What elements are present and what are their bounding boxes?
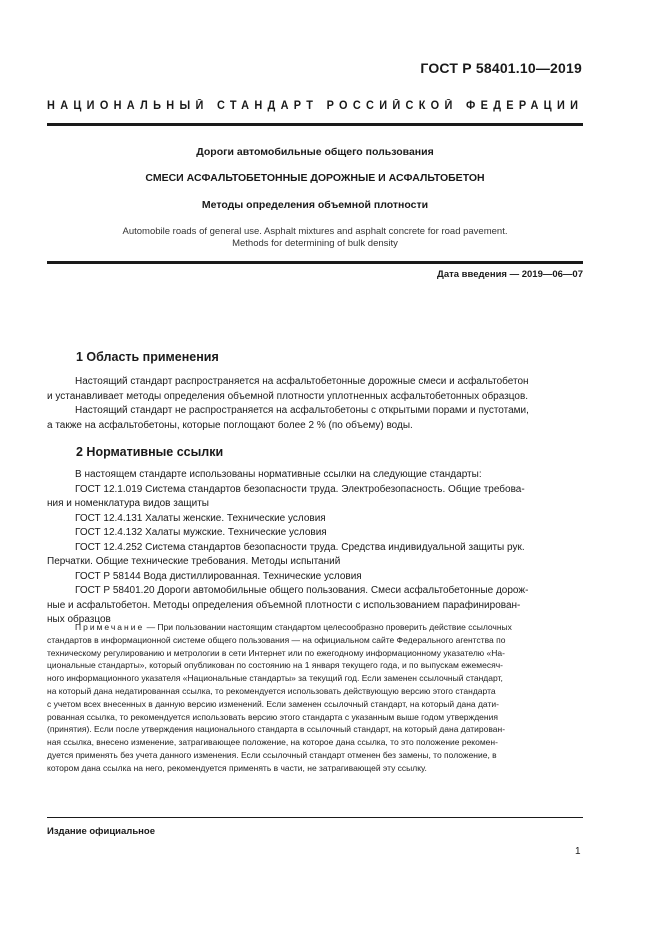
note-label: Примечание <box>75 622 145 632</box>
note-line10: ная ссылка, внесено изменение, затрагивающее положение, на которое дана ссылка, то это положение рекомен- <box>47 737 498 748</box>
ref-12-1-019-line2: ния и номенклатура видов защиты <box>47 498 209 509</box>
gost-number: ГОСТ Р 58401.10—2019 <box>420 60 582 76</box>
note-line1: — При пользовании настоящим стандартом целесообразно проверить действие ссылочных <box>144 622 512 632</box>
page-number: 1 <box>575 846 581 857</box>
official-edition-label: Издание официальное <box>47 826 155 837</box>
title-mixtures: СМЕСИ АСФАЛЬТОБЕТОННЫЕ ДОРОЖНЫЕ И АСФАЛЬТОБЕТОН <box>145 172 485 184</box>
s2-intro: В настоящем стандарте использованы нормативные ссылки на следующие стандарты: <box>75 469 482 480</box>
top-rule <box>47 123 583 126</box>
ref-58401-20-line3: ных образцов <box>47 614 111 625</box>
ref-58401-20-line2: ные и асфальтобетон. Методы определения объемной плотности с использованием парафинирован- <box>47 599 521 611</box>
ref-12-4-252-line1: ГОСТ 12.4.252 Система стандартов безопасности труда. Средства индивидуальной защиты рук. <box>75 541 525 553</box>
introduction-date: Дата введения — 2019—06—07 <box>437 269 583 280</box>
ref-12-1-019-line1: ГОСТ 12.1.019 Система стандартов безопасности труда. Электробезопасность. Общие требова- <box>75 483 525 495</box>
section-2-body <box>47 468 583 628</box>
note-block <box>47 621 583 775</box>
note-line7: с учетом всех внесенных в данную версию изменений. Если заменен ссылочный стандарт, на который дана дати- <box>47 698 499 709</box>
note-line11: дуется применять без учета данного изменения. Если ссылочный стандарт отменен без замены, то положение, в <box>47 749 497 760</box>
section-2-heading: 2 Нормативные ссылки <box>76 445 224 459</box>
s1-p1-line2: и устанавливает методы определения объемной плотности уплотненных асфальтобетонных образцов. <box>47 390 529 402</box>
title-bottom-rule <box>47 261 583 264</box>
section-1-heading: 1 Область применения <box>76 350 219 364</box>
s1-p1-line1: Настоящий стандарт распространяется на асфальтобетонные дорожные смеси и асфальтобетон <box>75 376 529 387</box>
note-line5: ного информационного указателя «Национальные стандарты» за текущий год. Если заменен ссылочный стандарт, <box>47 673 503 684</box>
note-line4: циональные стандарты», который опубликован по состоянию на 1 января текущего года, и по выпускам ежемесяч- <box>47 660 503 671</box>
note-line12: котором дана ссылка на него, рекомендуется применять в части, не затрагивающей эту ссылку. <box>47 762 427 773</box>
note-line9: (принятия). Если после утверждения национального стандарта в ссылочный стандарт, на который дана датирован- <box>47 724 506 735</box>
ref-12-4-131: ГОСТ 12.4.131 Халаты женские. Технические условия <box>75 512 326 524</box>
note-line3: техническому регулированию и метрологии в сети Интернет или по ежегодному информационному указателю «На- <box>47 647 505 658</box>
ref-58401-20-line1: ГОСТ Р 58401.20 Дороги автомобильные общего пользования. Смеси асфальтобетонные дорож- <box>75 585 529 596</box>
note-line6: на который дана недатированная ссылка, то рекомендуется использовать действующую версию этого стандарта <box>47 685 496 696</box>
english-title-line2: Methods for determining of bulk density <box>232 238 398 249</box>
footer-rule <box>47 817 583 818</box>
section-1-body <box>47 375 583 433</box>
ref-58144: ГОСТ Р 58144 Вода дистиллированная. Технические условия <box>75 570 362 582</box>
title-methods: Методы определения объемной плотности <box>201 199 429 211</box>
note-line8: рованная ссылка, то рекомендуется использовать версию этого стандарта с указанным выше годом утверждения <box>47 711 498 722</box>
english-title <box>47 226 583 250</box>
s1-p2-line2: а также на асфальтобетоны, которые поглощают более 2 % (по объему) воды. <box>47 419 413 431</box>
note-line2: стандартов в информационной системе общего пользования — на официальном сайте Федерального агентства по <box>47 634 506 645</box>
ref-12-4-132: ГОСТ 12.4.132 Халаты мужские. Технические условия <box>75 527 327 538</box>
english-title-line1: Automobile roads of general use. Asphalt mixtures and asphalt concrete for road pavement. <box>122 226 508 237</box>
title-roads: Дороги автомобильные общего пользования <box>196 146 434 158</box>
s1-p2-line1: Настоящий стандарт не распространяется на асфальтобетоны с открытыми порами и пустотами, <box>75 405 529 416</box>
ref-12-4-252-line2: Перчатки. Общие технические требования. Методы испытаний <box>47 556 341 567</box>
national-standard-title: НАЦИОНАЛЬНЫЙ СТАНДАРТ РОССИЙСКОЙ ФЕДЕРАЦИИ <box>47 100 584 112</box>
